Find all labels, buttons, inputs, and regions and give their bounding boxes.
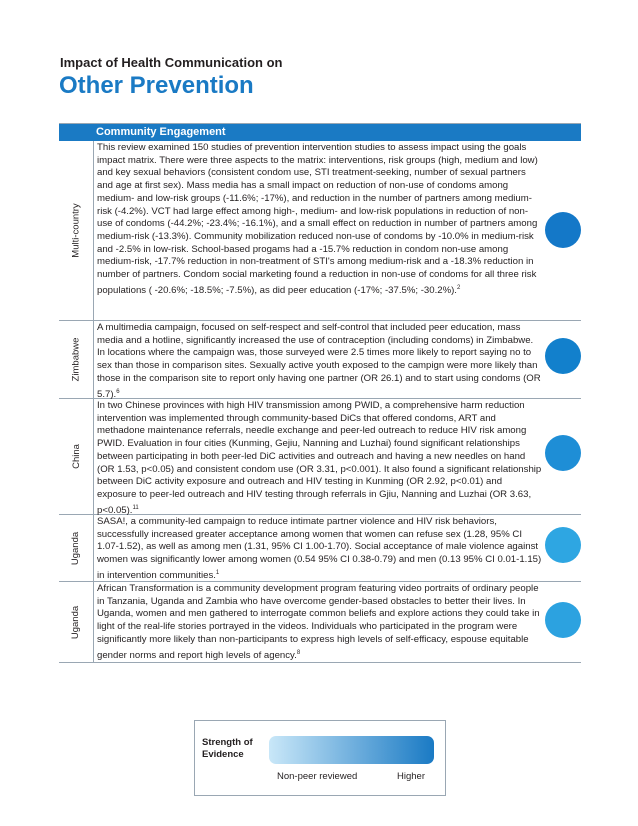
row-body: SASA!, a community-led campaign to reduce intimate partner violence and HIV risk behaviors, successfully increased greater acceptance among women that women can refuse sex (1.28, 95% CI 1.07-1.52), as well as among men (1.31, 95% CI 1.00-1.70). Social acceptance of male violence against women was significantly lower among women (0.54 95% CI 0.38-0.79) and men (0.13 95% CI 0.01-1.15) in intervention communities. bbox=[97, 516, 542, 581]
strength-legend bbox=[194, 720, 446, 796]
strength-gradient-bar bbox=[269, 736, 434, 764]
strength-indicator bbox=[545, 527, 581, 563]
strength-indicator bbox=[545, 435, 581, 471]
table-row bbox=[59, 141, 581, 321]
citation-ref: 6 bbox=[116, 388, 120, 395]
row-body: In two Chinese provinces with high HIV transmission among PWID, a comprehensive harm reduction intervention was implemented through community-based DiCs that offered condoms, ART and methadone maintenance referrals, needle exchange and peer-led outreach to reduce HIV risk among PWID. Evaluation in four cities (Kunming, Gejiu, Nanning and Luzhai) found significant relationships between participating in both peer-led DiC activities and outreach and having a new needles on hand (OR 1.53, p<0.05) and consistent condom use (OR 3.31, p<0.001). It also found a significant relationship between DiC activity exposure and outreach and HIV testing in Kunming (OR 2.92, p<0.01) and exposure to peer-led outreach and HIV testing through referrals in Gjiu, Nanning and Luzhai (OR 3.63, p<0.05). bbox=[97, 400, 542, 516]
legend-title: Strength of Evidence bbox=[202, 737, 253, 760]
table-row bbox=[59, 321, 581, 399]
strength-indicator bbox=[545, 338, 581, 374]
page-title: Other Prevention bbox=[59, 72, 254, 99]
table-row bbox=[59, 582, 581, 663]
country-label: Uganda bbox=[70, 531, 82, 565]
row-body: This review examined 150 studies of prevention intervention studies to assess impact using the goals impact matrix. There were three aspects to the matrix: interventions, risk groups (high, medium and low) and key sexual behaviors (consistent condom use, STI treatment-seeking, number of sexual partners and age at first sex). Mass media has a small impact on reduction of non-use of condoms among medium- and low-risk groups (-11.6%; -17%), and reduction in the number of partners among medium-risk (-4.2%). VCT had large effect among high-, medium- and low-risk populations in reduction of non-use of condoms (-44.2%; -23.4%; -16.1%), and a small effect on reduction in number of partners among medium-risk (-13.3%). Community mobilization reduced non-use of condoms by -10.0% in medium-risk and -2.5% in low-risk. School-based progams had a -15.7% reduction in condom non-use among medium-risk, -17.7% reduction in non-treatment of STI's among medium-risk and a -18.3% reduction in number of partners. Condom social marketing found a reduction in non-use of condoms for all three risk populations ( -20.6%; -18.5%; -7.5%), as did peer education (-17%; -37.5%; -30.2%). bbox=[97, 142, 538, 296]
country-cell bbox=[59, 582, 94, 662]
strength-indicator bbox=[545, 602, 581, 638]
citation-ref: 2 bbox=[456, 284, 461, 291]
country-cell bbox=[59, 515, 94, 581]
row-body: A multimedia campaign, focused on self-respect and self-control that included peer education, mass media and a hotline, significantly increased the use of contraception (including condoms) in Zimbabwe. In locations where the campaign was, those surveyed were 2.5 times more likely to report saying no to sex than those in comparison sites. Sexually active youth exposed to the campign were more likely than those in the comparison site to report only having one partner (OR 26.1) and to start using condoms (OR 5.7). bbox=[97, 322, 541, 400]
country-label: China bbox=[70, 444, 82, 469]
row-text bbox=[94, 515, 546, 581]
citation-ref: 1 bbox=[215, 569, 220, 576]
strength-indicator bbox=[545, 212, 581, 248]
section-label: Community Engagement bbox=[96, 126, 226, 138]
country-label: Multi-country bbox=[70, 203, 82, 258]
row-text bbox=[94, 321, 546, 398]
legend-high-label: Higher bbox=[397, 771, 425, 782]
table-row bbox=[59, 515, 581, 582]
row-body: African Transformation is a community development program featuring video portraits of ordinary people in Tanzania, Uganda and Zambia who have overcome gender-based obstacles to better their lives. In Uganda, women and men gathered to interrogate common beliefs and explore actions they could take in light of the real-life stories portrayed in the videos. Individuals who participated in the program were significantly more likely than non-participants to express high levels of self-efficacy, espouse equitable gender norms and report high levels of agency. bbox=[97, 583, 540, 661]
country-cell bbox=[59, 399, 94, 514]
country-label: Zimbabwe bbox=[70, 337, 82, 382]
country-cell bbox=[59, 141, 94, 320]
row-text bbox=[94, 399, 546, 514]
evidence-table bbox=[59, 123, 581, 663]
country-cell bbox=[59, 321, 94, 398]
row-text bbox=[94, 141, 546, 320]
country-label: Uganda bbox=[70, 605, 82, 639]
table-header bbox=[59, 124, 581, 141]
page-kicker: Impact of Health Communication on bbox=[60, 55, 283, 70]
legend-low-label: Non-peer reviewed bbox=[277, 771, 358, 782]
table-header-corner bbox=[59, 124, 93, 141]
citation-ref: 8 bbox=[296, 649, 301, 656]
citation-ref: 11 bbox=[132, 504, 139, 511]
row-text bbox=[94, 582, 546, 662]
table-row bbox=[59, 399, 581, 515]
